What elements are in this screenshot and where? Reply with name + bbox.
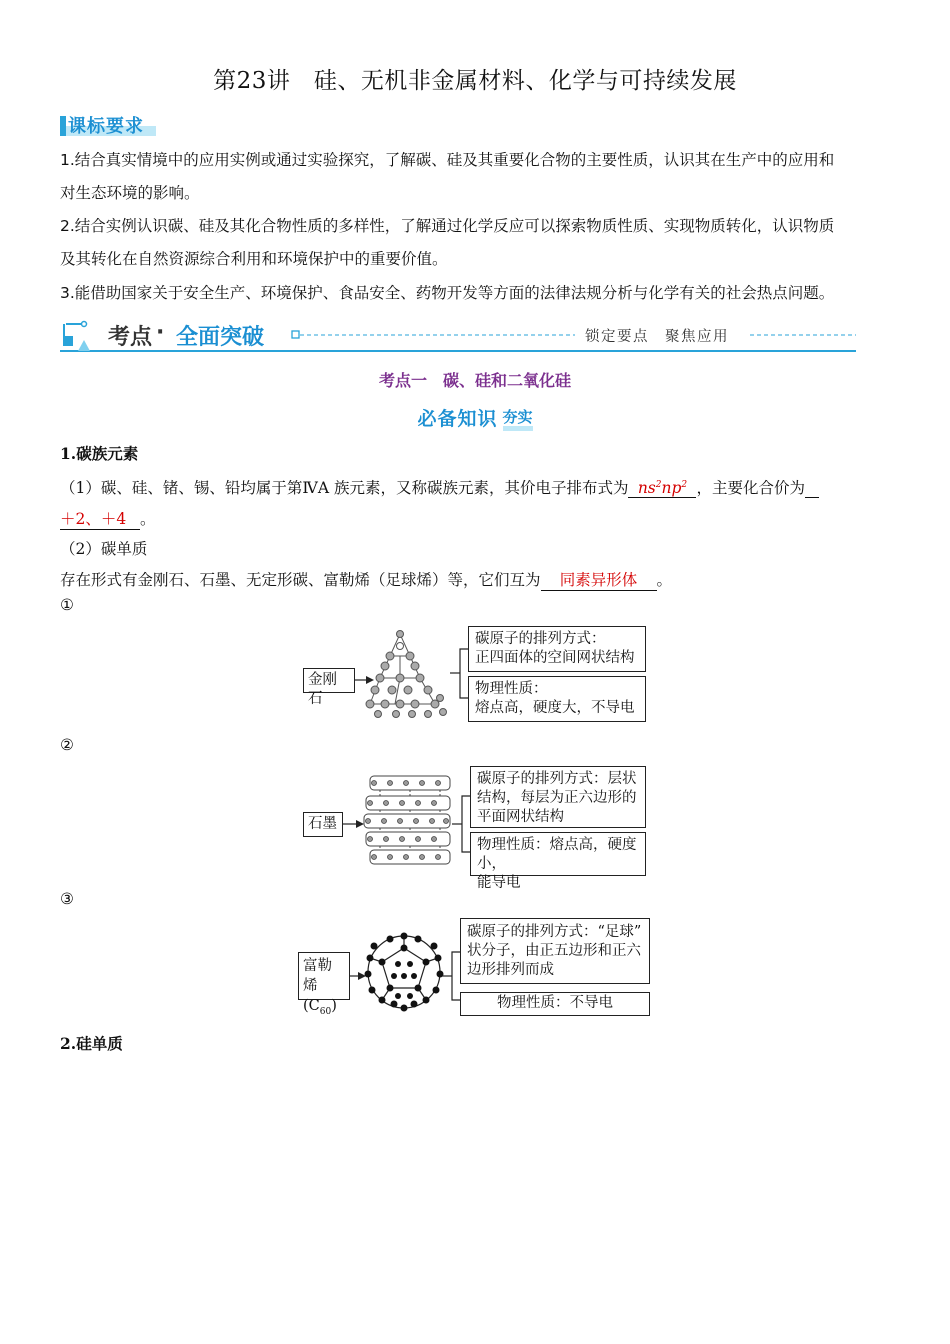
paragraph-carbon-elemental: （2）碳单质 xyxy=(60,540,148,558)
item-number: ② xyxy=(60,736,74,754)
requirements-badge xyxy=(60,112,156,136)
diamond-arrangement-box: 碳原子的排列方式： 正四面体的空间网状结构 xyxy=(468,626,646,672)
requirement-line: 及其转化在自然资源综合利用和环境保护中的重要价值。 xyxy=(60,250,448,268)
paragraph-allotropes: 存在形式有金刚石、石墨、无定形碳、富勒烯（足球烯）等，它们互为 同素异形体 。 xyxy=(60,568,672,591)
subsection-heading: 2.硅单质 xyxy=(60,1034,123,1053)
graphite-properties-box: 物理性质：熔点高，硬度小， 能导电 xyxy=(470,832,646,876)
fullerene-diagram xyxy=(298,918,654,1016)
diamond-properties-box: 物理性质： 熔点高，硬度大，不导电 xyxy=(468,676,646,722)
graphite-label: 石墨 xyxy=(303,812,343,837)
graphite-arrangement-box: 碳原子的排列方式：层状 结构，每层为正六边形的 平面网状结构 xyxy=(470,766,646,828)
topic-title: 考点一 碳、硅和二氧化硅 xyxy=(378,371,571,390)
fullerene-label: 富勒 烯$(C_{60})$ xyxy=(298,952,350,1000)
graphite-diagram xyxy=(300,766,650,891)
paragraph-carbon-family-cont: ＋2、＋4 。 xyxy=(60,507,156,530)
banner-right: 全面突破 xyxy=(176,325,265,350)
banner-left: 考点 xyxy=(108,325,153,350)
requirement-line: 1.结合真实情境中的应用实例或通过实验探究，了解碳、硅及其重要化合物的主要性质，认识其在生产中的应用和 xyxy=(60,151,835,169)
item-number: ③ xyxy=(60,890,74,908)
answer-blank-config: $ns^2np^2$ xyxy=(628,479,696,498)
answer-blank-valence: ＋2、＋4 xyxy=(60,507,140,530)
section-banner xyxy=(60,320,860,360)
item-number: ① xyxy=(60,596,74,614)
subsection-heading: 1.碳族元素 xyxy=(60,444,139,463)
diamond-diagram xyxy=(300,626,650,722)
fullerene-arrangement-box: 碳原子的排列方式：“足球” 状分子，由正五边形和正六 边形排列而成 xyxy=(460,918,650,984)
requirement-line: 2.结合实例认识碳、硅及其化合物性质的多样性，了解通过化学反应可以探索物质性质、实现物质转化，认识物质 xyxy=(60,217,835,235)
page-title: 第23讲 硅、无机非金属材料、化学与可持续发展 xyxy=(213,68,737,94)
section-heading-main: 必备知识 xyxy=(417,408,498,430)
section-heading xyxy=(0,404,950,431)
paragraph-carbon-family: （1）碳、硅、锗、锡、铅均属于第ⅣA 族元素，又称碳族元素，其价电子排布式为 $ns^2np^2$ ，主要化合价为 xyxy=(60,476,890,498)
section-heading-sub: 夯实 xyxy=(503,408,533,431)
banner-dot: · xyxy=(156,320,165,345)
answer-blank-allotrope: 同素异形体 xyxy=(541,568,657,591)
requirement-line: 对生态环境的影响。 xyxy=(60,184,200,202)
requirements-badge-label: 课标要求 xyxy=(68,116,144,137)
diamond-label: 金刚石 xyxy=(303,668,355,693)
banner-tagline: 锁定要点 聚焦应用 xyxy=(585,329,729,345)
requirement-line: 3.能借助国家关于安全生产、环境保护、食品安全、药物开发等方面的法律法规分析与化学有关的社会热点问题。 xyxy=(60,284,835,302)
fullerene-properties-box: 物理性质：不导电 xyxy=(460,992,650,1016)
